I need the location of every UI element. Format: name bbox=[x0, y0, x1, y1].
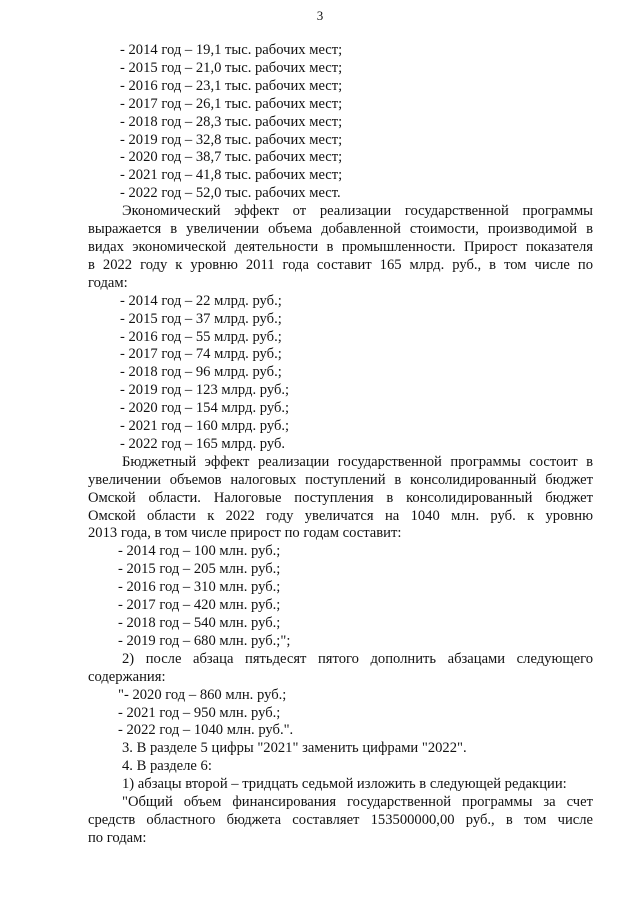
economic-effect-list bbox=[88, 293, 593, 454]
list-item: - 2018 год – 540 млн. руб.; bbox=[118, 615, 281, 631]
list-item: - 2020 год – 154 млрд. руб.; bbox=[120, 400, 290, 417]
document-body bbox=[88, 42, 593, 848]
section-6-heading: 4. В разделе 6: bbox=[122, 758, 212, 775]
paragraph-line: 2) после абзаца пятьдесят пятого дополнить абзацами следующего bbox=[122, 650, 593, 667]
list-item: - 2019 год – 123 млрд. руб.; bbox=[120, 382, 290, 399]
list-item: - 2014 год – 19,1 тыс. рабочих мест; bbox=[120, 42, 343, 58]
list-item: - 2017 год – 420 млн. руб.; bbox=[118, 597, 281, 614]
list-item: - 2022 год – 52,0 тыс. рабочих мест. bbox=[120, 185, 341, 202]
paragraph-line: Бюджетный эффект реализации государственной программы состоит в bbox=[122, 453, 593, 470]
paragraph-line: "Общий объем финансирования государственной программы за счет bbox=[122, 794, 593, 811]
list-item: - 2022 год – 165 млрд. руб. bbox=[120, 435, 286, 452]
list-item: - 2015 год – 205 млн. руб.; bbox=[118, 561, 281, 578]
paragraph-line: содержания: bbox=[88, 668, 166, 685]
list-item: - 2014 год – 22 млрд. руб.; bbox=[120, 292, 282, 309]
list-item: - 2016 год – 23,1 тыс. рабочих мест; bbox=[120, 77, 343, 94]
funding-paragraph bbox=[88, 794, 593, 848]
economic-effect-paragraph bbox=[88, 203, 593, 293]
list-item: - 2015 год – 21,0 тыс. рабочих мест; bbox=[120, 59, 343, 76]
paragraph-line: Омской области. Налоговые поступления в консолидированный бюджет bbox=[88, 489, 593, 506]
section-5-amendment: 3. В разделе 5 цифры "2021" заменить цифрами "2022". bbox=[122, 740, 467, 757]
paragraph-line: годам: bbox=[88, 274, 128, 291]
list-item: - 2021 год – 160 млрд. руб.; bbox=[120, 418, 290, 435]
list-item: - 2017 год – 74 млрд. руб.; bbox=[120, 346, 282, 363]
list-item: - 2019 год – 680 млн. руб.;"; bbox=[118, 632, 291, 649]
amendment-item-2 bbox=[88, 651, 593, 687]
list-item: - 2014 год – 100 млн. руб.; bbox=[118, 543, 281, 560]
list-item: - 2017 год – 26,1 тыс. рабочих мест; bbox=[120, 95, 343, 112]
paragraph-line: видах экономической деятельности в промышленности. Прирост показателя bbox=[88, 238, 593, 255]
budget-effect-list bbox=[88, 543, 593, 650]
list-item: - 2019 год – 32,8 тыс. рабочих мест; bbox=[120, 131, 343, 148]
list-item: - 2018 год – 96 млрд. руб.; bbox=[120, 364, 282, 381]
paragraph-line: Экономический эффект от реализации государственной программы bbox=[122, 203, 593, 220]
added-list bbox=[88, 687, 593, 741]
jobs-list bbox=[88, 42, 593, 203]
list-item: - 2016 год – 55 млрд. руб.; bbox=[120, 328, 282, 345]
section-6-item-1: 1) абзацы второй – тридцать седьмой изложить в следующей редакции: bbox=[122, 776, 567, 793]
list-item: "- 2020 год – 860 млн. руб.; bbox=[118, 686, 287, 703]
list-item: - 2018 год – 28,3 тыс. рабочих мест; bbox=[120, 113, 343, 130]
list-item: - 2021 год – 950 млн. руб.; bbox=[118, 704, 281, 721]
list-item: - 2016 год – 310 млн. руб.; bbox=[118, 579, 281, 596]
paragraph-line: увеличении объемов налоговых поступлений в консолидированный бюджет bbox=[88, 471, 593, 488]
budget-effect-paragraph bbox=[88, 454, 593, 544]
paragraph-line: по годам: bbox=[88, 829, 147, 846]
paragraph-line: средств областного бюджета составляет 153500000,00 руб., в том числе bbox=[88, 811, 593, 828]
paragraph-line: 2013 года, в том числе прирост по годам составит: bbox=[88, 525, 402, 542]
paragraph-line: Омской области к 2022 году увеличатся на 1040 млн. руб. к уровню bbox=[88, 507, 593, 524]
list-item: - 2020 год – 38,7 тыс. рабочих мест; bbox=[120, 149, 343, 166]
list-item: - 2022 год – 1040 млн. руб.". bbox=[118, 722, 294, 739]
page-number: 3 bbox=[316, 8, 324, 23]
list-item: - 2021 год – 41,8 тыс. рабочих мест; bbox=[120, 167, 343, 184]
paragraph-line: выражается в увеличении объема добавленной стоимости, производимой в bbox=[88, 221, 593, 238]
paragraph-line: в 2022 году к уровню 2011 года составит 165 млрд. руб., в том числе по bbox=[88, 256, 593, 273]
list-item: - 2015 год – 37 млрд. руб.; bbox=[120, 310, 282, 327]
